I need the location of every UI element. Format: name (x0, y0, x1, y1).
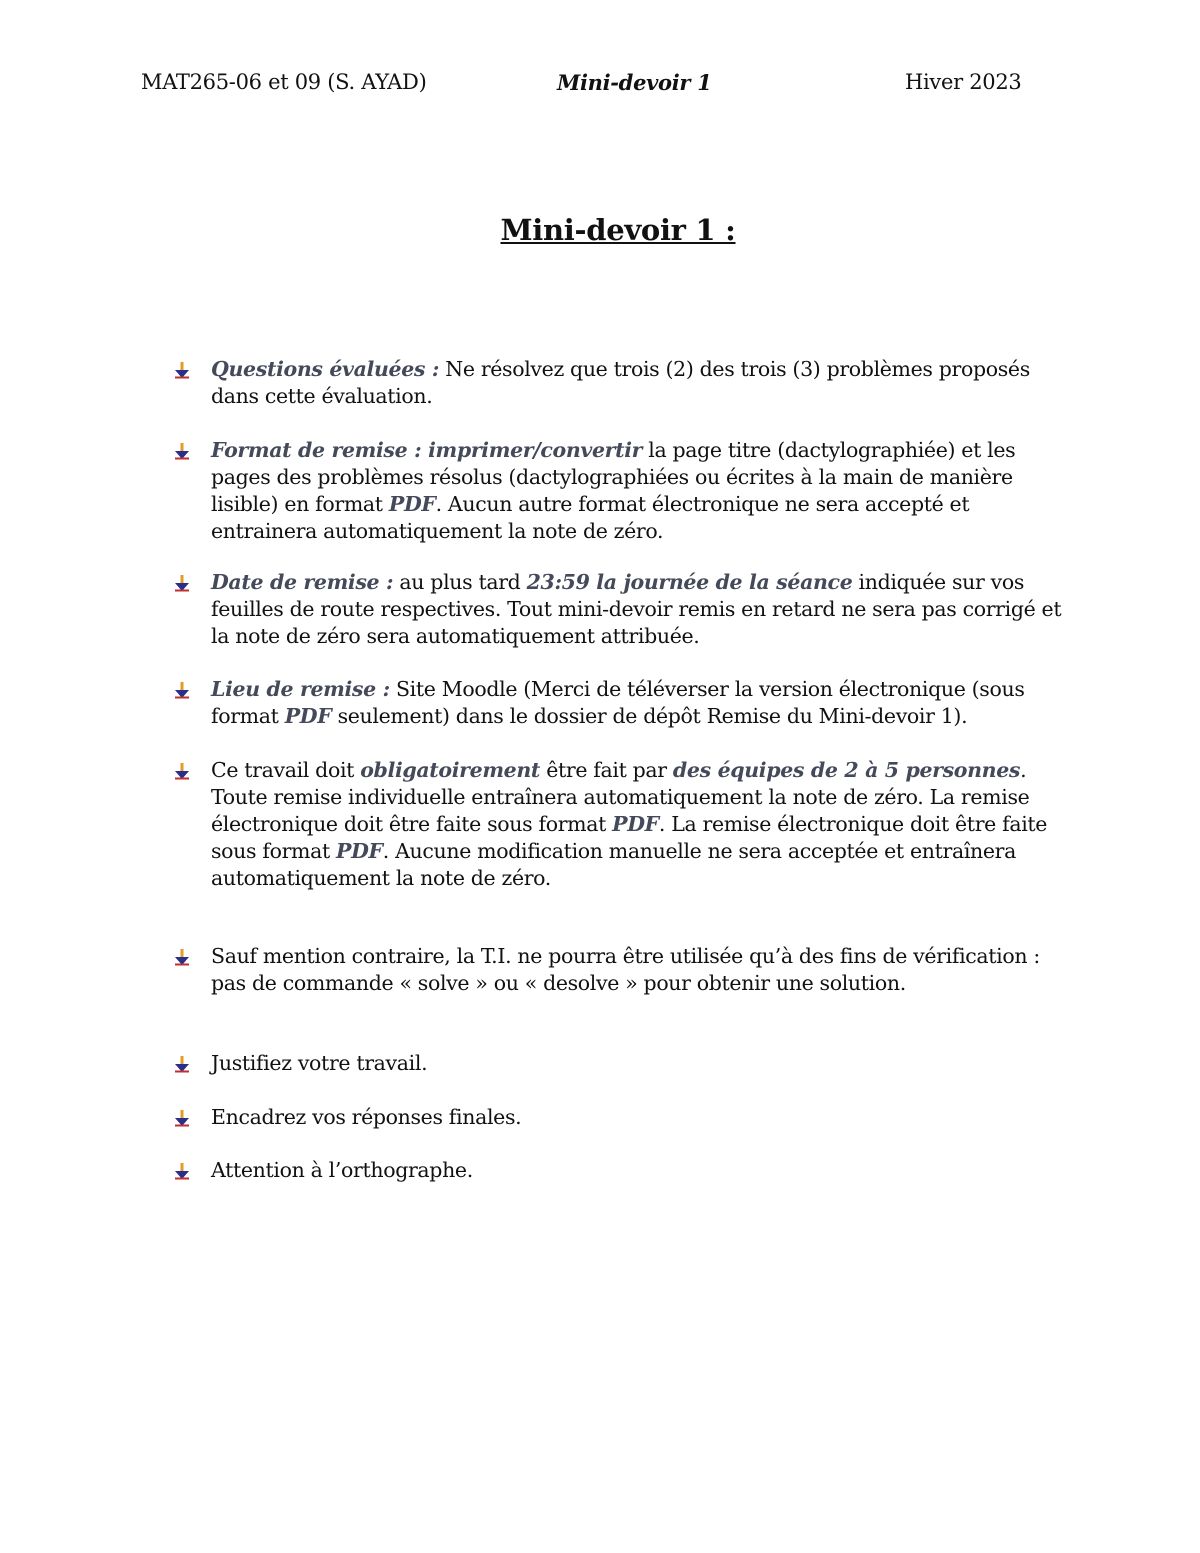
item-text: Sauf mention contraire, la T.I. ne pourra être utilisée qu’à des fins de vérification : pas de commande « solve » ou « desolve » pour obtenir une solution. (211, 944, 1040, 995)
header-term: Hiver 2023 (905, 70, 1022, 94)
item-text: Site Moodle (Merci de téléverser la version électronique (sous format (211, 677, 1025, 728)
arrow-down-bullet-icon (174, 1055, 190, 1073)
list-item-team (211, 757, 1071, 892)
arrow-down-bullet-icon (174, 442, 190, 460)
list-item-format (211, 437, 1071, 545)
arrow-down-bullet-icon (174, 1109, 190, 1127)
item-text: . Aucune modification manuelle ne sera acceptée et entraînera automatiquement la note de zéro. (211, 839, 1016, 890)
item-text: Ce travail doit (211, 758, 361, 782)
list-item-questions (211, 356, 1071, 410)
arrow-down-bullet-icon (174, 681, 190, 699)
item-emphasis: 23:59 la journée de la séance (526, 570, 853, 594)
item-text: Attention à l’orthographe. (211, 1158, 473, 1182)
item-label: Lieu de remise : (211, 677, 390, 701)
item-emphasis: PDF (336, 839, 383, 863)
list-item-spelling (211, 1157, 1071, 1184)
page-title: Mini-devoir 1 : (500, 213, 736, 247)
list-item-frame (211, 1104, 1071, 1131)
list-item-justify (211, 1050, 1071, 1077)
item-text: Ne résolvez que trois (2) des trois (3) problèmes proposés dans cette évaluation. (211, 357, 1030, 408)
item-emphasis: PDF (388, 492, 436, 516)
arrow-down-bullet-icon (174, 574, 190, 592)
item-label: Format de remise : imprimer/convertir (211, 438, 643, 462)
item-label: Date de remise : (211, 570, 394, 594)
item-emphasis: obligatoirement (360, 758, 541, 782)
list-item-calculator (211, 943, 1071, 997)
arrow-down-bullet-icon (174, 948, 190, 966)
item-emphasis: des équipes de 2 à 5 personnes (672, 758, 1021, 782)
arrow-down-bullet-icon (174, 361, 190, 379)
item-text: . Toute remise individuelle entraînera automatiquement la note de zéro. La remise électronique doit être faite sous format (211, 758, 1030, 836)
item-emphasis: PDF (284, 704, 332, 728)
item-emphasis: PDF (612, 812, 659, 836)
item-text: . Aucun autre format électronique ne sera accepté et entrainera automatiquement la note de zéro. (211, 492, 970, 543)
header-course: MAT265-06 et 09 (S. AYAD) (141, 70, 427, 94)
item-label: Questions évaluées : (211, 357, 440, 381)
list-item-location (211, 676, 1071, 730)
item-text: seulement) dans le dossier de dépôt Remise du Mini-devoir 1). (331, 704, 968, 728)
item-text: la page titre (dactylographiée) et les pages des problèmes résolus (dactylographiées ou écrites à la main de manière lisible) en format (211, 438, 1016, 516)
arrow-down-bullet-icon (174, 762, 190, 780)
header-assignment: Mini-devoir 1 (557, 70, 712, 95)
list-item-date (211, 569, 1071, 650)
item-text: Justifiez votre travail. (211, 1051, 428, 1075)
arrow-down-bullet-icon (174, 1162, 190, 1180)
item-text: Encadrez vos réponses finales. (211, 1105, 522, 1129)
item-text: au plus tard (393, 570, 527, 594)
item-text: . La remise électronique doit être faite sous format (211, 812, 1048, 863)
item-text: indiquée sur vos feuilles de route respectives. Tout mini-devoir remis en retard ne sera pas corrigé et la note de zéro sera automatiquement attribuée. (211, 570, 1062, 648)
item-text: être fait par (540, 758, 673, 782)
